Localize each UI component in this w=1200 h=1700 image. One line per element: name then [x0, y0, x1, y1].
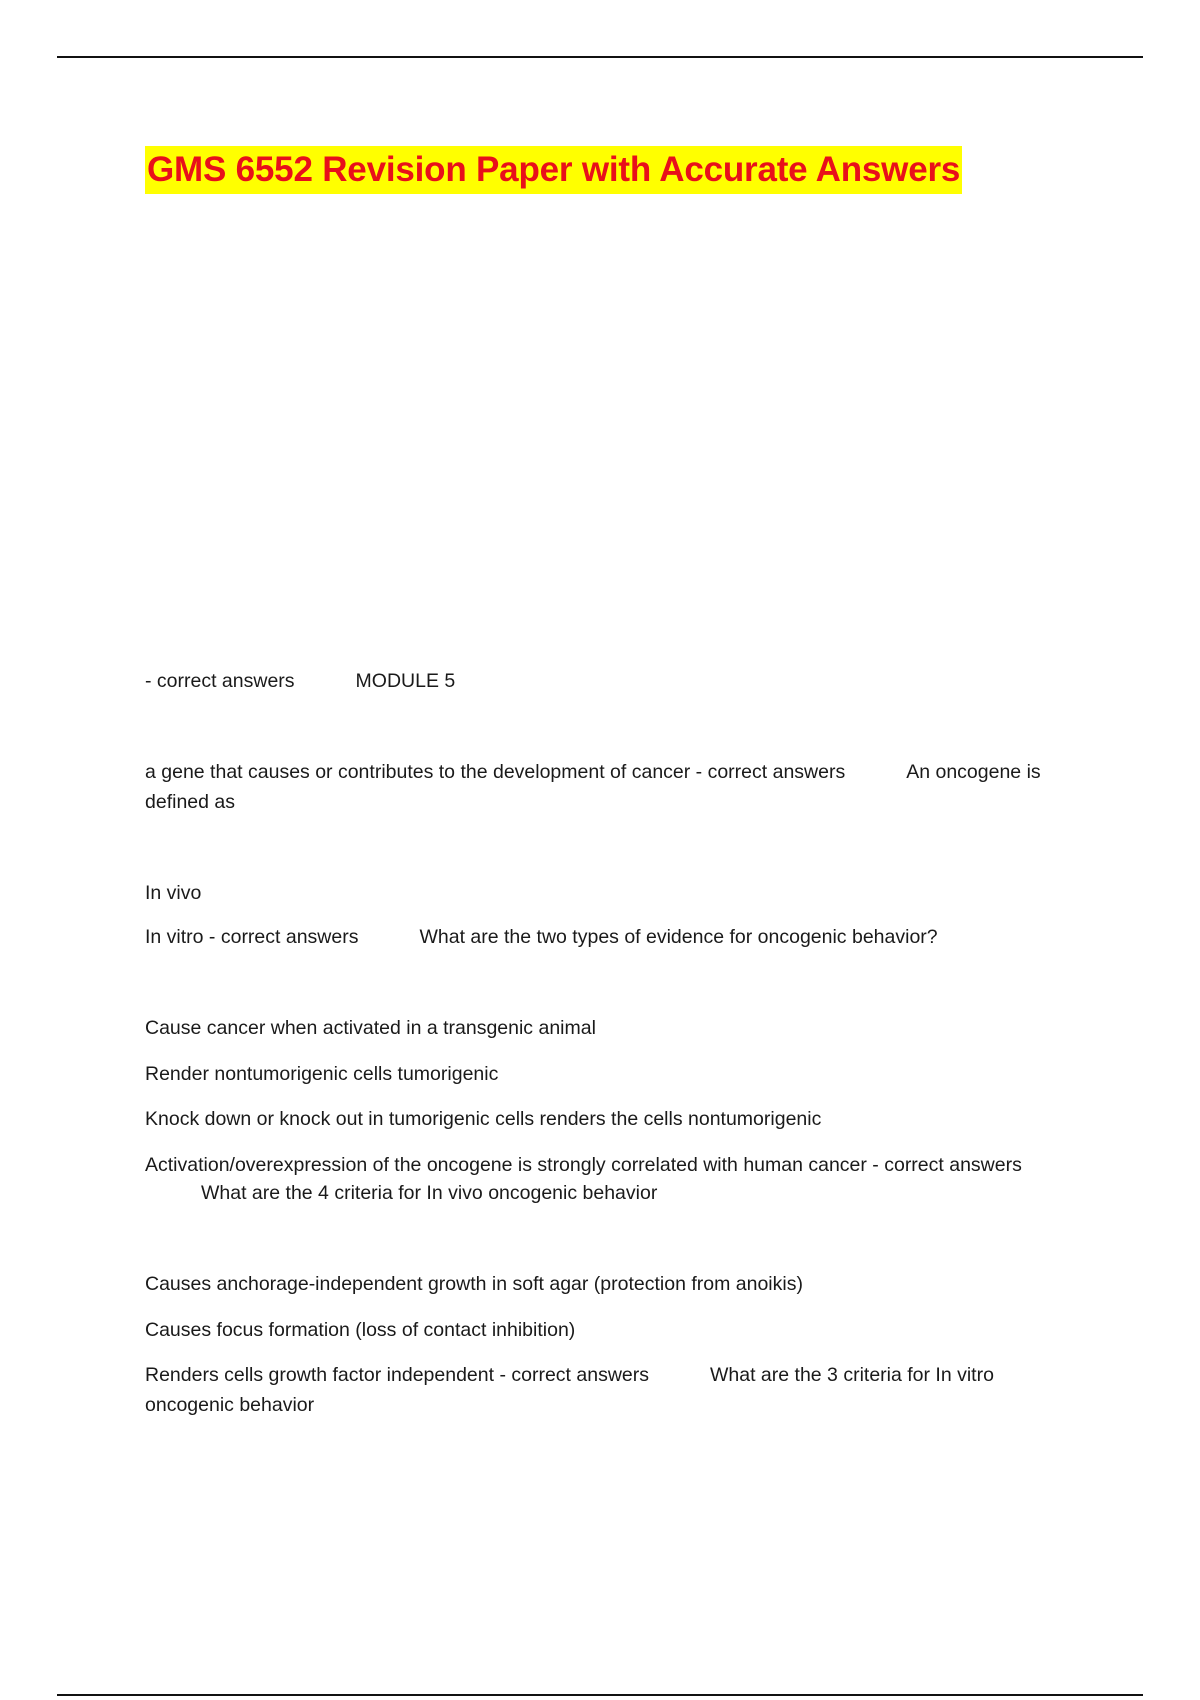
question-continuation: defined as	[145, 791, 235, 813]
answer-line: In vivo	[145, 882, 202, 904]
answer-line: Causes anchorage-independent growth in soft agar (protection from anoikis)	[145, 1273, 803, 1295]
answer-text: In vitro - correct answers	[145, 926, 359, 948]
document-title: GMS 6552 Revision Paper with Accurate Answers	[145, 146, 962, 194]
question-continuation: oncogenic behavior	[145, 1394, 315, 1416]
entry-in-vitro-criteria	[145, 1361, 994, 1389]
answer-line: Render nontumorigenic cells tumorigenic	[145, 1063, 499, 1085]
answer-text: - correct answers	[145, 670, 295, 692]
answer-text: a gene that causes or contributes to the development of cancer - correct answers	[145, 761, 846, 783]
answer-text: Renders cells growth factor independent - correct answers	[145, 1364, 649, 1386]
entry-oncogene-definition	[145, 758, 1041, 786]
answer-line: Causes focus formation (loss of contact inhibition)	[145, 1319, 576, 1341]
question-text: What are the two types of evidence for oncogenic behavior?	[419, 926, 938, 948]
footer-rule	[57, 1694, 1143, 1696]
answer-line: Activation/overexpression of the oncogene is strongly correlated with human cancer - correct answers	[145, 1154, 1022, 1176]
entry-module-5	[145, 667, 455, 695]
header-rule	[57, 56, 1143, 58]
answer-line: Cause cancer when activated in a transgenic animal	[145, 1017, 596, 1039]
entry-evidence-types	[145, 923, 938, 951]
question-text: MODULE 5	[355, 670, 456, 692]
answer-line: Knock down or knock out in tumorigenic cells renders the cells nontumorigenic	[145, 1108, 822, 1130]
question-text: What are the 4 criteria for In vivo oncogenic behavior	[201, 1182, 658, 1204]
question-text: What are the 3 criteria for In vitro	[710, 1364, 994, 1386]
question-text: An oncogene is	[906, 761, 1041, 783]
title-block	[145, 146, 962, 194]
